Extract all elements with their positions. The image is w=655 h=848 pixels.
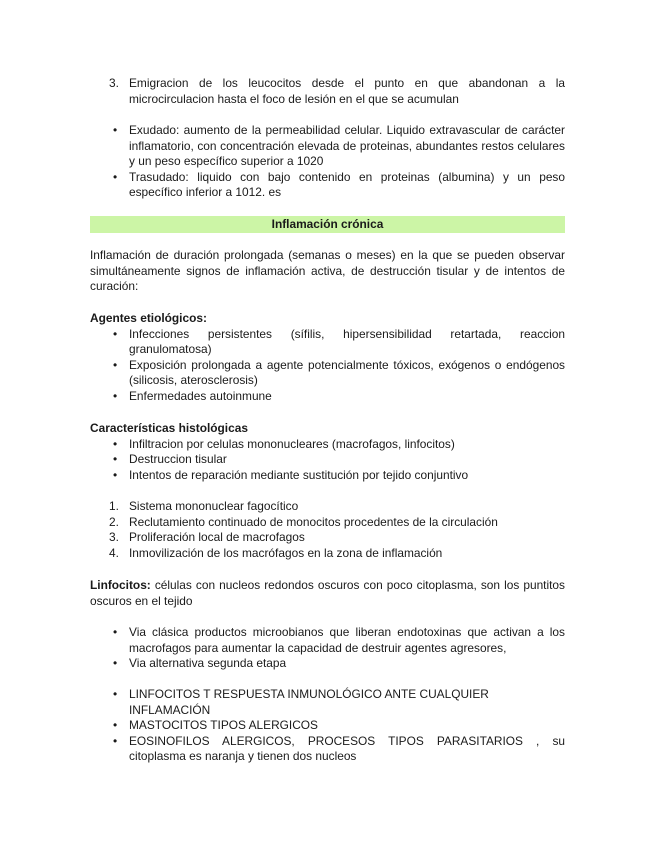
leukocyte-steps-list xyxy=(90,76,565,107)
lymphocytes-term: Linfocitos: xyxy=(90,578,151,592)
list-item xyxy=(90,546,565,562)
list-item-text: Via clásica productos microobianos que liberan endotoxinas que activan a los macrofagos para aumentar la capacidad de destruir agentes agresores, xyxy=(129,625,565,655)
list-item xyxy=(90,687,565,718)
list-item-exudado xyxy=(90,123,565,170)
bullet-icon xyxy=(113,718,117,734)
bullet-icon xyxy=(113,327,117,343)
list-item xyxy=(90,389,565,405)
cell-types-list xyxy=(90,687,565,765)
section-title: Inflamación crónica xyxy=(90,216,565,233)
activation-pathways-list xyxy=(90,625,565,672)
list-item xyxy=(90,437,565,453)
list-item-text: LINFOCITOS T RESPUESTA INMUNOLÓGICO ANTE CUALQUIER INFLAMACIÓN xyxy=(129,687,489,717)
histologic-features-heading: Características histológicas xyxy=(90,421,248,435)
list-item xyxy=(90,515,565,531)
mononuclear-list xyxy=(90,499,565,561)
bullet-icon xyxy=(113,452,117,468)
list-item-text: Sistema mononuclear fagocítico xyxy=(129,499,299,513)
lymphocytes-description: células con nucleos redondos oscuros con poco citoplasma, son los puntitos oscuros en el tejido xyxy=(90,578,565,608)
list-item-text: Exudado: aumento de la permeabilidad celular. Liquido extravascular de carácter inflamatorio, con concentración elevada de proteinas, abundantes restos celulares y un peso específico superior a 1020 xyxy=(129,123,565,169)
list-item xyxy=(90,358,565,389)
list-item xyxy=(90,468,565,484)
list-item xyxy=(90,734,565,765)
list-item xyxy=(90,718,565,734)
list-item-text: Exposición prolongada a agente potencialmente tóxicos, exógenos o endógenos (silicosis, aterosclerosis) xyxy=(129,357,565,388)
bullet-icon xyxy=(113,437,117,453)
list-item-text: Proliferación local de macrofagos xyxy=(129,530,305,545)
list-item xyxy=(90,530,565,546)
list-item-text: Emigracion de los leucocitos desde el punto en que abandonan a la microcirculacion hasta el foco de lesión en el que se acumulan xyxy=(129,76,565,106)
list-number: 2. xyxy=(109,514,119,529)
list-item-text: Destruccion tisular xyxy=(129,452,227,467)
bullet-icon xyxy=(113,389,117,405)
list-item-text: Reclutamiento continuado de monocitos procedentes de la circulación xyxy=(129,514,498,529)
etiologic-agents-section xyxy=(90,311,565,405)
list-item xyxy=(90,656,565,672)
list-item-text: MASTOCITOS TIPOS ALERGICOS xyxy=(129,718,318,733)
fluids-list xyxy=(90,123,565,201)
list-item-text: Intentos de reparación mediante sustitución por tejido conjuntivo xyxy=(129,467,469,482)
list-item xyxy=(90,499,565,515)
list-item xyxy=(90,76,565,107)
bullet-icon xyxy=(113,170,117,186)
bullet-icon xyxy=(113,687,117,703)
list-item-text: Trasudado: liquido con bajo contenido en proteinas (albumina) y un peso específico inferior a 1012. es xyxy=(129,169,565,200)
list-item xyxy=(90,327,565,358)
list-number: 3. xyxy=(109,76,119,90)
list-item-text: Infecciones persistentes (sífilis, hipersensibilidad retartada, reaccion granulomatosa) xyxy=(129,326,565,357)
bullet-icon xyxy=(113,358,117,374)
list-item-trasudado xyxy=(90,170,565,201)
list-number: 4. xyxy=(109,545,119,560)
lymphocytes-paragraph xyxy=(90,578,565,609)
list-item xyxy=(90,625,565,656)
bullet-icon xyxy=(113,656,117,672)
bullet-icon xyxy=(113,468,117,484)
etiologic-agents-heading: Agentes etiológicos: xyxy=(90,311,207,325)
list-number: 1. xyxy=(109,499,119,513)
list-item-text: EOSINOFILOS ALERGICOS, PROCESOS TIPOS PARASITARIOS , su citoplasma es naranja y tienen dos nucleos xyxy=(129,733,565,764)
section-intro-paragraph: Inflamación de duración prolongada (semanas o meses) en la que se pueden observar simultáneamente signos de inflamación activa, de destrucción tisular y de intentos de curación: xyxy=(90,248,565,294)
bullet-icon xyxy=(113,123,117,139)
bullet-icon xyxy=(113,625,117,641)
list-item-text: Via alternativa segunda etapa xyxy=(129,656,287,671)
list-item-text: Infiltracion por celulas mononucleares (macrofagos, linfocitos) xyxy=(129,436,455,451)
list-item-text: Enfermedades autoinmune xyxy=(129,388,272,403)
list-item-text: Inmovilización de los macrófagos en la zona de inflamación xyxy=(129,545,443,560)
bullet-icon xyxy=(113,734,117,750)
list-item xyxy=(90,452,565,468)
histologic-features-section xyxy=(90,421,565,483)
list-number: 3. xyxy=(109,530,119,545)
